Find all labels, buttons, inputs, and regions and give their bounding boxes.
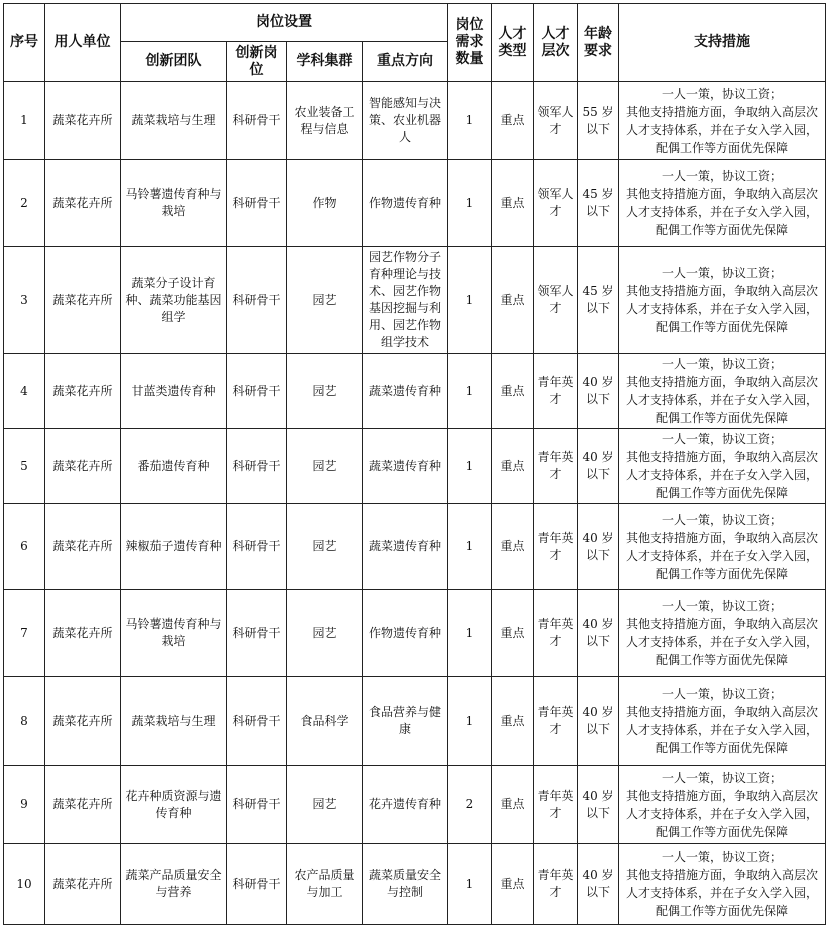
header-talent-level: 人才层次 — [534, 4, 578, 82]
cell-employer: 蔬菜花卉所 — [45, 844, 121, 925]
cell-age: 40 岁以下 — [578, 677, 619, 766]
cell-seq: 6 — [4, 504, 45, 590]
support-line: 一人一策，协议工资； — [661, 357, 782, 371]
support-line: 一人一策，协议工资； — [661, 86, 782, 101]
table-row — [4, 677, 826, 766]
table-header — [4, 4, 826, 82]
cell-quantity: 1 — [448, 82, 492, 160]
support-line: 一人一策，协议工资； — [661, 770, 782, 785]
header-talent-type: 人才类型 — [492, 4, 534, 82]
cell-employer: 蔬菜花卉所 — [45, 354, 121, 429]
cell-age: 40 岁以下 — [578, 429, 619, 504]
cell-talent-type: 重点 — [492, 160, 534, 247]
cell-direction: 蔬菜遗传育种 — [363, 429, 448, 504]
cell-quantity: 1 — [448, 590, 492, 677]
cell-support — [619, 844, 826, 925]
cell-employer: 蔬菜花卉所 — [45, 677, 121, 766]
cell-support — [619, 766, 826, 844]
support-line: 一人一策，协议工资； — [661, 687, 782, 701]
support-line: 一人一策，协议工资； — [661, 169, 782, 183]
table-row — [4, 844, 826, 925]
cell-seq: 1 — [4, 82, 45, 160]
support-line: 一人一策，协议工资； — [661, 432, 782, 446]
cell-quantity: 1 — [448, 677, 492, 766]
cell-discipline: 园艺 — [287, 354, 363, 429]
support-line: 其他支持措施方面，争取纳入高层次人才支持体系，并在子女入学入园，配偶工作等方面优先保障 — [625, 868, 818, 918]
header-seq: 序号 — [4, 4, 45, 82]
header-employer: 用人单位 — [45, 4, 121, 82]
support-line: 其他支持措施方面，争取纳入高层次人才支持体系，并在子女入学入园，配偶工作等方面优先保障 — [625, 617, 818, 667]
cell-seq: 5 — [4, 429, 45, 504]
cell-talent-type: 重点 — [492, 504, 534, 590]
cell-post: 科研骨干 — [227, 160, 287, 247]
cell-talent-level: 领军人才 — [534, 82, 578, 160]
cell-discipline: 园艺 — [287, 504, 363, 590]
cell-age: 40 岁以下 — [578, 590, 619, 677]
header-quantity: 岗位需求数量 — [448, 4, 492, 82]
cell-employer: 蔬菜花卉所 — [45, 160, 121, 247]
cell-employer: 蔬菜花卉所 — [45, 82, 121, 160]
support-line: 其他支持措施方面，争取纳入高层次人才支持体系，并在子女入学入园，配偶工作等方面优先保障 — [625, 187, 818, 237]
cell-discipline: 园艺 — [287, 766, 363, 844]
cell-support — [619, 677, 826, 766]
cell-post: 科研骨干 — [227, 766, 287, 844]
cell-quantity: 1 — [448, 504, 492, 590]
cell-seq: 2 — [4, 160, 45, 247]
cell-talent-type: 重点 — [492, 677, 534, 766]
header-post: 创新岗位 — [227, 42, 287, 82]
cell-team: 甘蓝类遗传育种 — [121, 354, 227, 429]
cell-support — [619, 429, 826, 504]
support-line: 其他支持措施方面，争取纳入高层次人才支持体系，并在子女入学入园，配偶工作等方面优先保障 — [625, 284, 818, 334]
table-row — [4, 766, 826, 844]
cell-talent-type: 重点 — [492, 429, 534, 504]
cell-employer: 蔬菜花卉所 — [45, 504, 121, 590]
support-line: 其他支持措施方面，争取纳入高层次人才支持体系，并在子女入学入园，配偶工作等方面优先保障 — [625, 375, 818, 425]
cell-direction: 作物遗传育种 — [363, 160, 448, 247]
cell-post: 科研骨干 — [227, 844, 287, 925]
cell-employer: 蔬菜花卉所 — [45, 247, 121, 354]
cell-talent-level: 领军人才 — [534, 160, 578, 247]
cell-support — [619, 247, 826, 354]
cell-talent-type: 重点 — [492, 82, 534, 160]
header-direction: 重点方向 — [363, 42, 448, 82]
cell-talent-type: 重点 — [492, 247, 534, 354]
support-line: 一人一策，协议工资； — [661, 266, 782, 280]
cell-employer: 蔬菜花卉所 — [45, 590, 121, 677]
cell-post: 科研骨干 — [227, 247, 287, 354]
cell-discipline: 食品科学 — [287, 677, 363, 766]
cell-discipline: 园艺 — [287, 590, 363, 677]
cell-quantity: 1 — [448, 844, 492, 925]
cell-team: 花卉种质资源与遗传育种 — [121, 766, 227, 844]
support-line: 其他支持措施方面，争取纳入高层次人才支持体系，并在子女入学入园，配偶工作等方面优先保障 — [625, 788, 818, 839]
cell-employer: 蔬菜花卉所 — [45, 766, 121, 844]
cell-discipline: 作物 — [287, 160, 363, 247]
table-row — [4, 354, 826, 429]
cell-quantity: 1 — [448, 160, 492, 247]
cell-talent-level: 青年英才 — [534, 429, 578, 504]
cell-talent-type: 重点 — [492, 354, 534, 429]
cell-quantity: 1 — [448, 354, 492, 429]
cell-seq: 9 — [4, 766, 45, 844]
cell-team: 蔬菜栽培与生理 — [121, 677, 227, 766]
cell-support — [619, 354, 826, 429]
table-row — [4, 82, 826, 160]
cell-talent-type: 重点 — [492, 590, 534, 677]
cell-talent-type: 重点 — [492, 766, 534, 844]
cell-post: 科研骨干 — [227, 82, 287, 160]
cell-seq: 7 — [4, 590, 45, 677]
cell-support — [619, 504, 826, 590]
cell-direction: 蔬菜质量安全与控制 — [363, 844, 448, 925]
table-row — [4, 504, 826, 590]
cell-quantity: 1 — [448, 429, 492, 504]
cell-talent-level: 青年英才 — [534, 590, 578, 677]
table-row — [4, 590, 826, 677]
cell-seq: 10 — [4, 844, 45, 925]
cell-age: 40 岁以下 — [578, 504, 619, 590]
cell-team: 蔬菜产品质量安全与营养 — [121, 844, 227, 925]
cell-discipline: 园艺 — [287, 429, 363, 504]
cell-post: 科研骨干 — [227, 429, 287, 504]
cell-support — [619, 160, 826, 247]
cell-employer: 蔬菜花卉所 — [45, 429, 121, 504]
cell-talent-level: 领军人才 — [534, 247, 578, 354]
cell-seq: 4 — [4, 354, 45, 429]
table-row — [4, 429, 826, 504]
cell-talent-level: 青年英才 — [534, 844, 578, 925]
cell-age: 45 岁以下 — [578, 160, 619, 247]
support-line: 一人一策，协议工资； — [661, 850, 782, 864]
cell-direction: 园艺作物分子育种理论与技术、园艺作物基因挖掘与利用、园艺作物组学技术 — [363, 247, 448, 354]
cell-age: 55 岁以下 — [578, 82, 619, 160]
table-row — [4, 247, 826, 354]
cell-direction: 食品营养与健康 — [363, 677, 448, 766]
cell-talent-level: 青年英才 — [534, 504, 578, 590]
cell-talent-level: 青年英才 — [534, 766, 578, 844]
cell-direction: 花卉遗传育种 — [363, 766, 448, 844]
cell-age: 40 岁以下 — [578, 844, 619, 925]
cell-team: 蔬菜分子设计育种、蔬菜功能基因组学 — [121, 247, 227, 354]
cell-discipline: 农产品质量与加工 — [287, 844, 363, 925]
cell-team: 马铃薯遗传育种与栽培 — [121, 160, 227, 247]
cell-post: 科研骨干 — [227, 677, 287, 766]
cell-team: 番茄遗传育种 — [121, 429, 227, 504]
cell-quantity: 1 — [448, 247, 492, 354]
cell-team: 马铃薯遗传育种与栽培 — [121, 590, 227, 677]
cell-talent-type: 重点 — [492, 844, 534, 925]
support-line: 一人一策，协议工资； — [661, 512, 782, 527]
support-line: 一人一策，协议工资； — [661, 599, 782, 613]
recruitment-table — [3, 3, 826, 925]
cell-discipline: 农业装备工程与信息 — [287, 82, 363, 160]
cell-age: 40 岁以下 — [578, 766, 619, 844]
header-age: 年龄要求 — [578, 4, 619, 82]
cell-direction: 蔬菜遗传育种 — [363, 504, 448, 590]
cell-support — [619, 82, 826, 160]
cell-direction: 蔬菜遗传育种 — [363, 354, 448, 429]
header-team: 创新团队 — [121, 42, 227, 82]
cell-quantity: 2 — [448, 766, 492, 844]
cell-seq: 8 — [4, 677, 45, 766]
cell-direction: 智能感知与决策、农业机器人 — [363, 82, 448, 160]
header-post-setting: 岗位设置 — [121, 4, 448, 42]
cell-seq: 3 — [4, 247, 45, 354]
support-line: 其他支持措施方面，争取纳入高层次人才支持体系，并在子女入学入园，配偶工作等方面优先保障 — [625, 530, 818, 581]
cell-team: 蔬菜栽培与生理 — [121, 82, 227, 160]
table-row — [4, 160, 826, 247]
cell-post: 科研骨干 — [227, 504, 287, 590]
header-support: 支持措施 — [619, 4, 826, 82]
support-line: 其他支持措施方面，争取纳入高层次人才支持体系，并在子女入学入园，配偶工作等方面优先保障 — [625, 450, 818, 500]
cell-age: 40 岁以下 — [578, 354, 619, 429]
cell-post: 科研骨干 — [227, 354, 287, 429]
header-discipline: 学科集群 — [287, 42, 363, 82]
cell-talent-level: 青年英才 — [534, 354, 578, 429]
cell-support — [619, 590, 826, 677]
support-line: 其他支持措施方面，争取纳入高层次人才支持体系，并在子女入学入园，配偶工作等方面优先保障 — [625, 104, 818, 155]
table-body — [4, 82, 826, 925]
cell-team: 辣椒茄子遗传育种 — [121, 504, 227, 590]
support-line: 其他支持措施方面，争取纳入高层次人才支持体系，并在子女入学入园，配偶工作等方面优先保障 — [625, 705, 818, 755]
cell-post: 科研骨干 — [227, 590, 287, 677]
cell-direction: 作物遗传育种 — [363, 590, 448, 677]
cell-discipline: 园艺 — [287, 247, 363, 354]
cell-talent-level: 青年英才 — [534, 677, 578, 766]
cell-age: 45 岁以下 — [578, 247, 619, 354]
